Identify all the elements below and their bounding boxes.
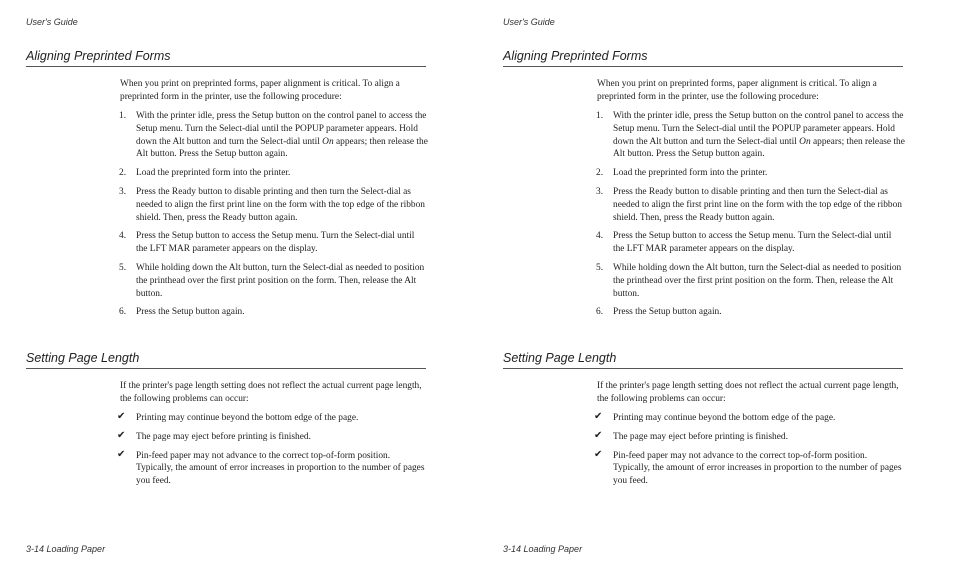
step-number: 5. [119,262,127,273]
running-head: User's Guide [503,17,555,27]
step-text: Press the Setup button to access the Setup menu. Turn the Select-dial until the LFT MAR parameter appears on the display. [613,231,892,255]
step-number: 3. [119,186,127,197]
checkmark-icon: ✔ [117,411,126,422]
checkmark-icon: ✔ [594,448,603,460]
procedure-step [117,230,428,256]
step-number: 3. [596,186,604,197]
section-title-page-length: Setting Page Length [503,351,903,369]
running-foot: 3-14 Loading Paper [26,544,106,554]
right-page [477,0,954,580]
problem-text: The page may eject before printing is finished. [613,431,788,442]
problem-item [594,450,905,488]
procedure-step [594,167,905,180]
step-text: While holding down the Alt button, turn the Select-dial as needed to position the printhead over the first print position on the form. Then, release the Alt button. [613,262,902,299]
step-text: Press the Setup button again. [136,307,245,318]
procedure-step [117,110,428,161]
checkmark-icon: ✔ [117,448,126,460]
checkmark-icon: ✔ [594,429,603,441]
procedure-step [117,186,428,224]
section-title-aligning: Aligning Preprinted Forms [26,49,426,67]
procedure-step [594,262,905,300]
problem-text: The page may eject before printing is finished. [136,431,311,442]
section-title-aligning: Aligning Preprinted Forms [503,49,903,67]
checkmark-icon: ✔ [117,429,126,441]
step-number: 2. [119,168,127,179]
step-emphasis: On [322,136,334,147]
checkmark-icon: ✔ [594,411,603,422]
step-number: 1. [596,111,604,121]
step-number: 4. [596,231,604,242]
section-intro: If the printer's page length setting does not reflect the actual current page length, the following problems can occur: [120,381,422,404]
section-intro: If the printer's page length setting does not reflect the actual current page length, the following problems can occur: [597,381,899,404]
step-text: While holding down the Alt button, turn the Select-dial as needed to position the printhead over the first print position on the form. Then, release the Alt button. [136,262,425,299]
procedure-step [117,167,428,180]
procedure-step [117,306,428,319]
section-title-page-length: Setting Page Length [26,351,426,369]
step-text: Load the preprinted form into the printer. [136,168,291,179]
step-text: Press the Setup button again. [613,307,722,318]
procedure-steps [594,110,905,325]
step-text-tail: appears; then release the Alt button. Press the Setup button again. [613,136,905,160]
step-text: Load the preprinted form into the printer. [613,168,768,179]
step-text: Press the Setup button to access the Setup menu. Turn the Select-dial until the LFT MAR parameter appears on the display. [136,231,415,255]
step-number: 5. [596,262,604,273]
running-head: User's Guide [26,17,78,27]
procedure-step [594,110,905,161]
problem-list [594,412,905,494]
problem-item [117,431,428,444]
problem-item [117,450,428,488]
problem-item [594,412,905,425]
running-foot: 3-14 Loading Paper [503,544,583,554]
procedure-step [594,230,905,256]
procedure-step [594,186,905,224]
step-text: Press the Ready button to disable printing and then turn the Select-dial as needed to align the first print line on the form with the top edge of the ribbon shield. Then, press the Ready button again. [136,186,425,223]
step-number: 4. [119,231,127,242]
step-number: 2. [596,168,604,179]
problem-text: Pin-feed paper may not advance to the correct top-of-form position. Typically, the amount of error increases in proportion to the number of pages you feed. [136,450,425,487]
procedure-step [594,306,905,319]
step-number: 1. [119,111,127,121]
problem-text: Printing may continue beyond the bottom edge of the page. [136,413,359,423]
section-intro: When you print on preprinted forms, paper alignment is critical. To align a preprinted form in the printer, use the following procedure: [597,79,877,102]
problem-item [117,412,428,425]
step-number: 6. [119,307,127,318]
step-emphasis: On [799,136,811,147]
step-number: 6. [596,307,604,318]
step-text: With the printer idle, press the Setup button on the control panel to access the Setup menu. Turn the Select-dial until the POPUP parameter appears. Hold down the Alt button and turn the Select-dial until [136,111,427,147]
problem-text: Pin-feed paper may not advance to the correct top-of-form position. Typically, the amount of error increases in proportion to the number of pages you feed. [613,450,902,487]
problem-list [117,412,428,494]
section-intro: When you print on preprinted forms, paper alignment is critical. To align a preprinted form in the printer, use the following procedure: [120,79,400,102]
procedure-step [117,262,428,300]
procedure-steps [117,110,428,325]
step-text: Press the Ready button to disable printing and then turn the Select-dial as needed to align the first print line on the form with the top edge of the ribbon shield. Then, press the Ready button again. [613,186,902,223]
step-text: With the printer idle, press the Setup button on the control panel to access the Setup menu. Turn the Select-dial until the POPUP parameter appears. Hold down the Alt button and turn the Select-dial until [613,111,904,147]
step-text-tail: appears; then release the Alt button. Press the Setup button again. [136,136,428,160]
problem-text: Printing may continue beyond the bottom edge of the page. [613,413,836,423]
problem-item [594,431,905,444]
